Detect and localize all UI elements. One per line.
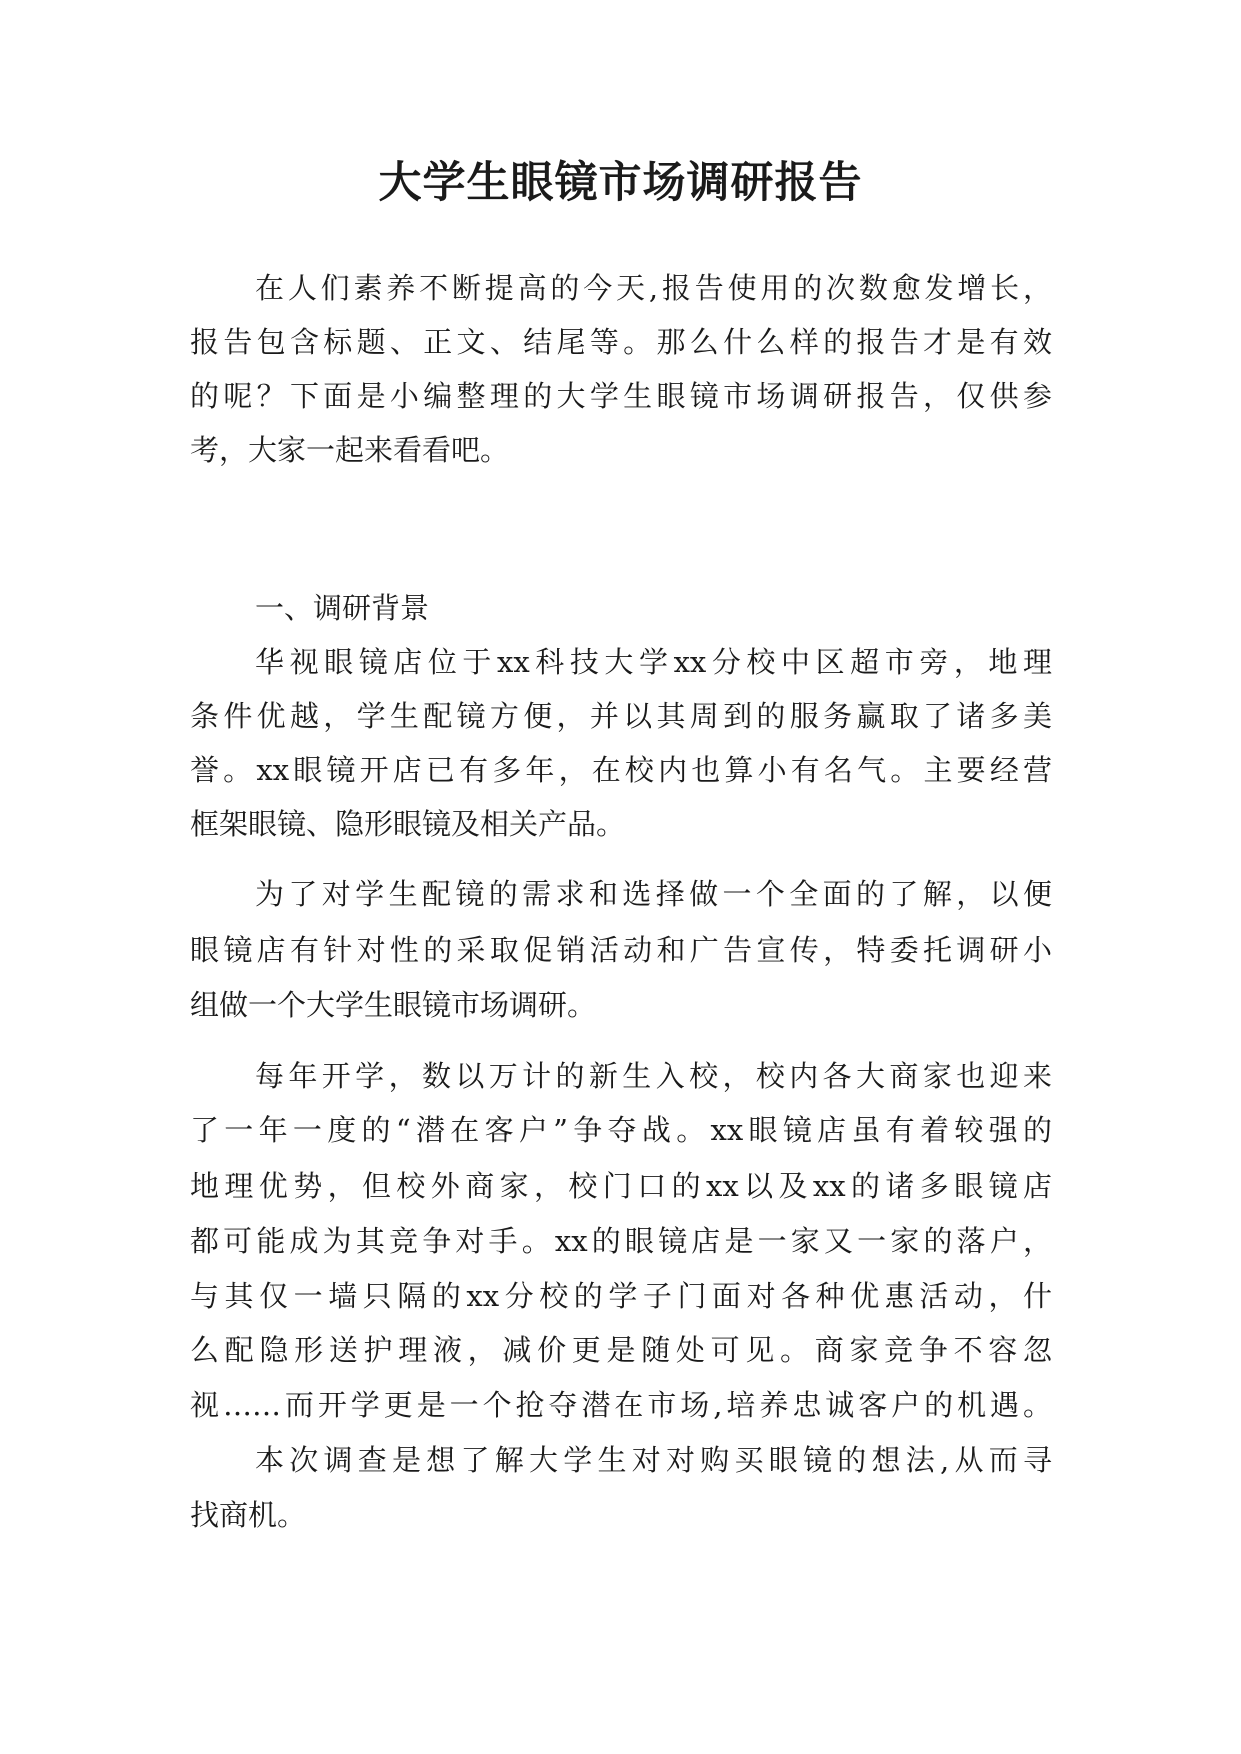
paragraph-line: 在人们素养不断提高的今天,报告使用的次数愈发增长，	[255, 271, 1052, 305]
paragraph-line: 华视眼镜店位于xx科技大学xx分校中区超市旁，地理	[255, 645, 1052, 679]
paragraph-line: 本次调查是想了解大学生对对购买眼镜的想法,从而寻	[255, 1443, 1052, 1477]
paragraph-line: 为了对学生配镜的需求和选择做一个全面的了解，以便	[255, 877, 1052, 911]
paragraph-line: 组做一个大学生眼镜市场调研。	[190, 988, 597, 1022]
paragraph-line: 与其仅一墙只隔的xx分校的学子门面对各种优惠活动，什	[190, 1279, 1052, 1313]
paragraph-line: 誉。xx眼镜开店已有多年，在校内也算小有名气。主要经营	[190, 753, 1052, 787]
paragraph-line: 都可能成为其竞争对手。xx的眼镜店是一家又一家的落户，	[190, 1224, 1052, 1258]
paragraph-line: 眼镜店有针对性的采取促销活动和广告宣传，特委托调研小	[190, 933, 1052, 967]
paragraph-line: 考，大家一起来看看吧。	[190, 433, 510, 467]
paragraph-line: 报告包含标题、正文、结尾等。那么什么样的报告才是有效	[190, 325, 1052, 359]
paragraph-line: 么配隐形送护理液，减价更是随处可见。商家竞争不容忽	[190, 1333, 1052, 1367]
section-heading: 一、调研背景	[255, 591, 430, 625]
document-title: 大学生眼镜市场调研报告	[378, 158, 863, 208]
paragraph-line: 地理优势，但校外商家，校门口的xx以及xx的诸多眼镜店	[190, 1169, 1052, 1203]
paragraph-line: 了一年一度的“潜在客户”争夺战。xx眼镜店虽有着较强的	[190, 1113, 1052, 1147]
paragraph-line: 的呢？下面是小编整理的大学生眼镜市场调研报告，仅供参	[190, 379, 1052, 413]
paragraph-line: 视……而开学更是一个抢夺潜在市场,培养忠诚客户的机遇。	[190, 1388, 1052, 1422]
paragraph-line: 每年开学，数以万计的新生入校，校内各大商家也迎来	[255, 1059, 1052, 1093]
paragraph-line: 框架眼镜、隐形眼镜及相关产品。	[190, 807, 626, 841]
paragraph-line: 条件优越，学生配镜方便，并以其周到的服务赢取了诸多美	[190, 699, 1052, 733]
paragraph-line: 找商机。	[190, 1498, 307, 1532]
